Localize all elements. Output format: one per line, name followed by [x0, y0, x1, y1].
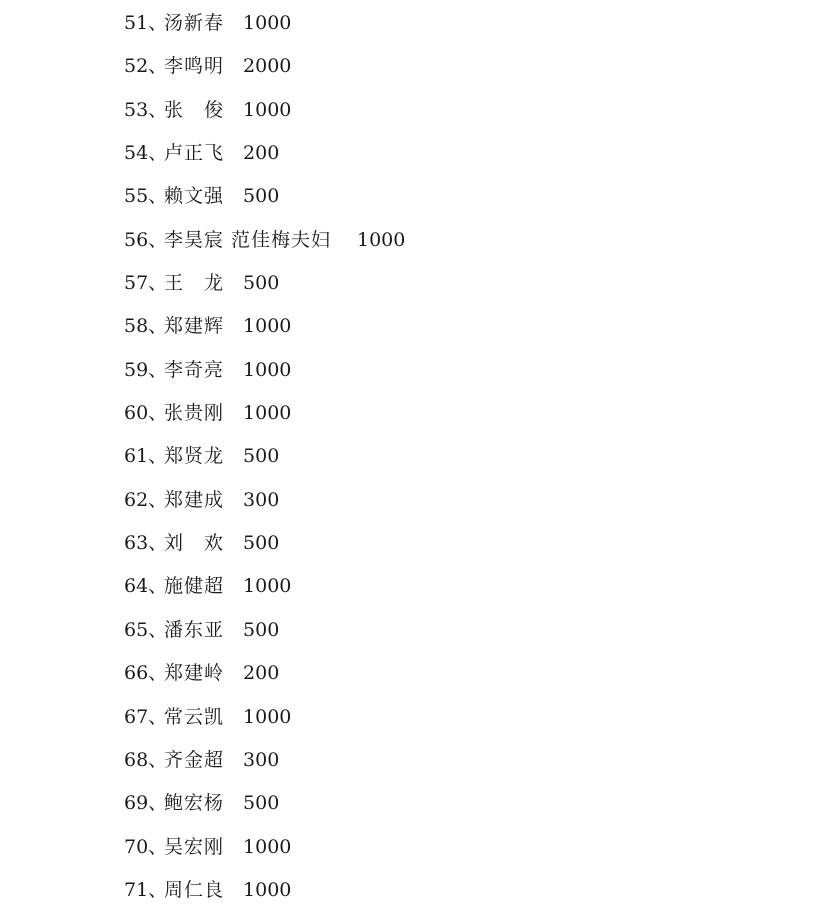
- entry-index: 63、: [124, 532, 168, 555]
- list-item: [124, 443, 804, 486]
- entry-index: 66、: [124, 662, 168, 685]
- list-item: [124, 790, 804, 833]
- entry-amount: 1000: [243, 98, 292, 121]
- list-item: [124, 140, 804, 183]
- entry-index: 54、: [124, 142, 168, 165]
- entry-amount: 1000: [243, 878, 292, 901]
- entry-amount: 2000: [243, 55, 292, 78]
- entry-name: 卢正飞: [164, 142, 225, 165]
- entry-name: 赖文强: [164, 185, 225, 208]
- entry-amount: 1000: [243, 402, 292, 425]
- entry-amount: 200: [243, 662, 280, 685]
- entry-name: 施健超: [164, 575, 225, 598]
- list-item: [124, 747, 804, 790]
- entry-name: 李奇亮: [164, 358, 225, 381]
- entry-index: 70、: [124, 835, 168, 858]
- entry-name: 张贵刚: [164, 402, 225, 425]
- entry-amount: 500: [243, 445, 280, 468]
- entry-index: 65、: [124, 618, 168, 641]
- entry-index: 68、: [124, 748, 168, 771]
- entry-index: 53、: [124, 98, 168, 121]
- entry-name: 周仁良: [164, 878, 225, 901]
- entry-index: 55、: [124, 185, 168, 208]
- entry-name: 刘 欢: [164, 532, 225, 555]
- list-item: [124, 400, 804, 443]
- list-item: [124, 877, 804, 920]
- list-item: [124, 183, 804, 226]
- entry-amount: 500: [243, 532, 280, 555]
- entry-index: 71、: [124, 878, 168, 901]
- entry-amount: 300: [243, 748, 280, 771]
- entry-index: 59、: [124, 358, 168, 381]
- entry-name: 汤新春: [164, 12, 225, 34]
- list-item: [124, 313, 804, 356]
- entry-name: 李昊宸 范佳梅夫妇: [164, 228, 332, 251]
- list-item: [124, 617, 804, 660]
- entry-name: 常云凯: [164, 705, 225, 728]
- entry-name: 齐金超: [164, 748, 225, 771]
- entry-name: 鲍宏杨: [164, 792, 225, 815]
- entry-index: 67、: [124, 705, 168, 728]
- entry-name: 郑建辉: [164, 315, 225, 338]
- entry-name: 潘东亚: [164, 618, 225, 641]
- entry-index: 69、: [124, 792, 168, 815]
- entry-name: 郑贤龙: [164, 445, 225, 468]
- list-item: [124, 834, 804, 877]
- entry-name: 张 俊: [164, 98, 225, 121]
- entry-index: 61、: [124, 445, 168, 468]
- entry-index: 51、: [124, 12, 168, 34]
- entry-amount: 200: [243, 142, 280, 165]
- entry-name: 王 龙: [164, 272, 225, 295]
- entry-amount: 500: [243, 185, 280, 208]
- entry-index: 60、: [124, 402, 168, 425]
- list-item: [124, 573, 804, 616]
- entry-name: 郑建岭: [164, 662, 225, 685]
- entry-index: 56、: [124, 228, 168, 251]
- entry-name: 郑建成: [164, 488, 225, 511]
- entry-amount: 300: [243, 488, 280, 511]
- entry-amount: 1000: [243, 705, 292, 728]
- entry-amount: 1000: [243, 12, 292, 34]
- entry-amount: 500: [243, 792, 280, 815]
- entry-index: 62、: [124, 488, 168, 511]
- list-item: [124, 530, 804, 573]
- list-item: [124, 487, 804, 530]
- list-item: [124, 227, 804, 270]
- list-item: [124, 357, 804, 400]
- list-item: [124, 97, 804, 140]
- list-item: [124, 10, 804, 53]
- entry-index: 52、: [124, 55, 168, 78]
- list-item: [124, 660, 804, 703]
- entry-amount: 1000: [243, 358, 292, 381]
- entry-name: 吴宏刚: [164, 835, 225, 858]
- list-item: [124, 704, 804, 747]
- entry-amount: 1000: [243, 575, 292, 598]
- entry-amount: 500: [243, 618, 280, 641]
- list-item: [124, 53, 804, 96]
- entry-index: 58、: [124, 315, 168, 338]
- entry-name: 李鸣明: [164, 55, 225, 78]
- list-item: [124, 270, 804, 313]
- entry-amount: 1000: [243, 315, 292, 338]
- entry-amount: 500: [243, 272, 280, 295]
- entry-amount: 1000: [243, 835, 292, 858]
- donor-list: [124, 10, 804, 920]
- entry-amount: 1000: [357, 228, 406, 251]
- entry-index: 57、: [124, 272, 168, 295]
- entry-index: 64、: [124, 575, 168, 598]
